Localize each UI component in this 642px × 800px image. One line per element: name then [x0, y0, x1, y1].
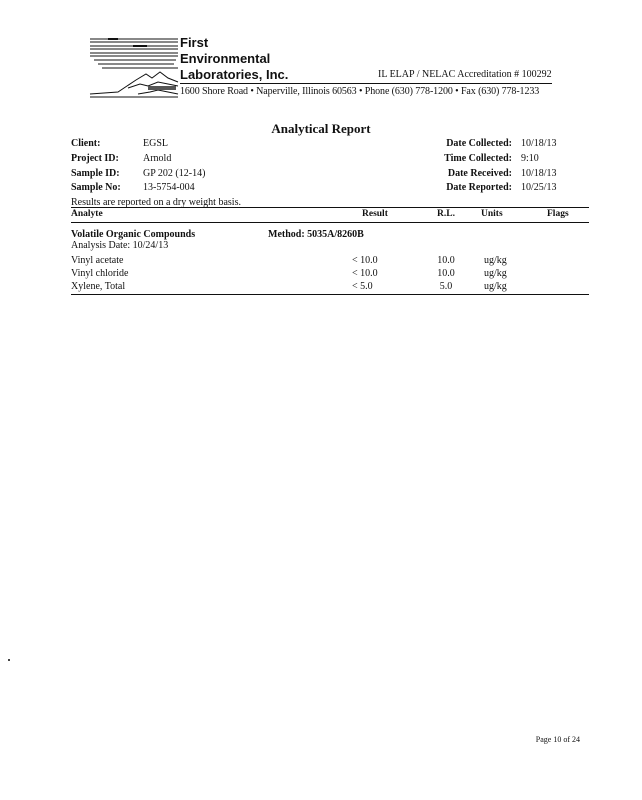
- analysis-date: Analysis Date: 10/24/13: [71, 240, 169, 251]
- date-collected-label: Date Collected:: [446, 138, 512, 149]
- lab-name-line-3: Laboratories, Inc.: [180, 67, 289, 82]
- client-value: EGSL: [143, 138, 168, 149]
- table-row-result: < 10.0: [352, 268, 378, 279]
- time-collected-value: 9:10: [521, 153, 539, 164]
- test-method: Method: 5035A/8260B: [268, 229, 364, 240]
- sample-id-label: Sample ID:: [71, 168, 120, 179]
- flags-column-header: Flags: [547, 209, 569, 219]
- table-header-rule: [71, 222, 589, 223]
- table-bottom-rule: [71, 294, 589, 295]
- sample-id-value: GP 202 (12-14): [143, 168, 206, 179]
- table-row-units: ug/kg: [484, 268, 507, 279]
- table-row-result: < 5.0: [352, 281, 373, 292]
- units-column-header: Units: [481, 209, 503, 219]
- table-row-units: ug/kg: [484, 255, 507, 266]
- table-row-result: < 10.0: [352, 255, 378, 266]
- lab-name-line-2: Environmental: [180, 51, 271, 66]
- date-reported-label: Date Reported:: [446, 182, 512, 193]
- table-row-units: ug/kg: [484, 281, 507, 292]
- table-row-rl: 10.0: [437, 255, 455, 266]
- accreditation-text: IL ELAP / NELAC Accreditation # 100292: [378, 69, 552, 80]
- scan-speck: [8, 659, 10, 661]
- mountain-landscape-logo-icon: [88, 34, 180, 106]
- dry-weight-basis-note: Results are reported on a dry weight basis.: [71, 197, 241, 208]
- report-title: Analytical Report: [271, 121, 371, 136]
- date-received-label: Date Received:: [447, 168, 512, 179]
- letterhead-divider: [180, 83, 552, 84]
- sample-no-value: 13-5754-004: [143, 182, 195, 193]
- table-top-rule: [71, 207, 589, 208]
- test-group-title: Volatile Organic Compounds: [71, 229, 196, 240]
- table-row-analyte: Vinyl acetate: [71, 255, 124, 266]
- time-collected-label: Time Collected:: [444, 153, 512, 164]
- table-row-rl: 10.0: [437, 268, 455, 279]
- table-row-analyte: Xylene, Total: [71, 281, 126, 292]
- result-column-header: Result: [362, 209, 388, 219]
- lab-name-line-1: First: [180, 35, 209, 50]
- date-received-value: 10/18/13: [521, 168, 557, 179]
- project-id-label: Project ID:: [71, 153, 119, 164]
- table-row-rl: 5.0: [439, 281, 453, 292]
- rl-column-header: R.L.: [437, 209, 455, 219]
- client-label: Client:: [71, 138, 101, 149]
- date-collected-value: 10/18/13: [521, 138, 557, 149]
- analyte-column-header: Analyte: [71, 209, 103, 219]
- lab-address: 1600 Shore Road • Naperville, Illinois 60563 • Phone (630) 778-1200 • Fax (630) 778-1233: [180, 86, 540, 97]
- page-number: Page 10 of 24: [535, 735, 580, 744]
- sample-no-label: Sample No:: [71, 182, 121, 193]
- date-reported-value: 10/25/13: [521, 182, 557, 193]
- table-row-analyte: Vinyl chloride: [71, 268, 129, 279]
- project-id-value: Arnold: [143, 153, 172, 164]
